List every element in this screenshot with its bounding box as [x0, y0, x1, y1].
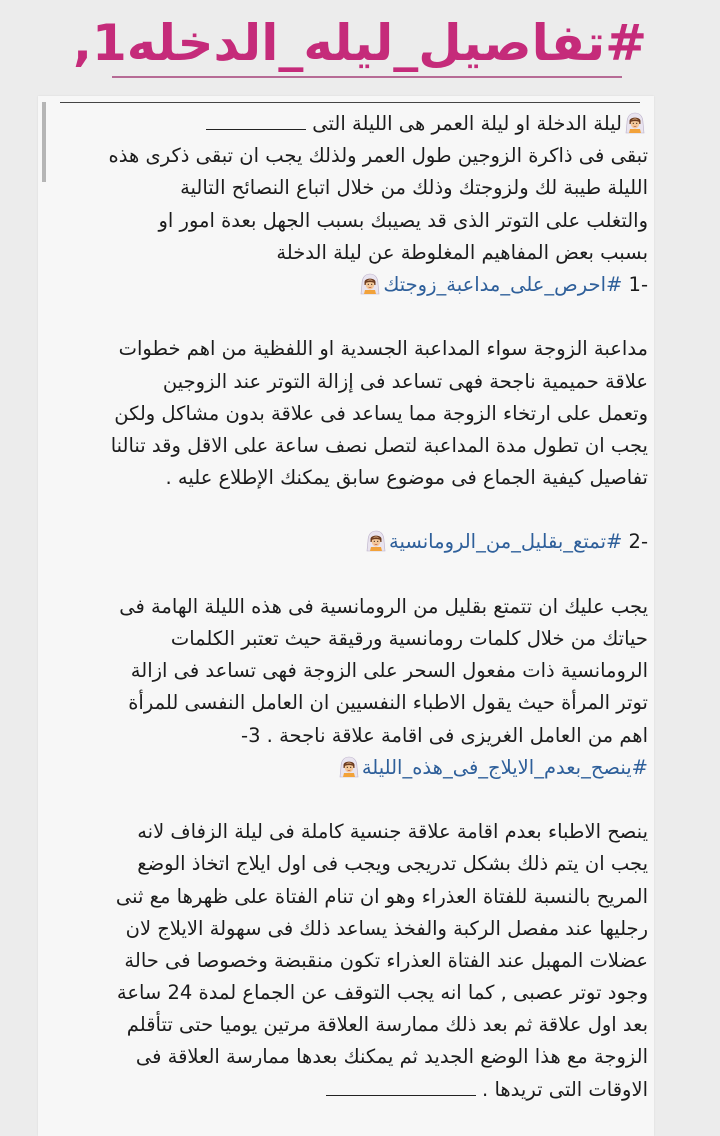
tip2-line: الرومانسية ذات مفعول السحر على الزوجة فهى تساعد فى ازالة	[130, 659, 648, 683]
tip3-line: وجود توتر عصبى , كما انه يجب التوقف عن الجماع لمدة 24 ساعة	[116, 981, 648, 1005]
blank-line	[326, 1094, 476, 1096]
spacer	[68, 784, 648, 816]
tip3-line: الاوقات التى تريدها .	[482, 1077, 648, 1101]
page-title: #تفاصيل_ليله_الدخله1,	[72, 14, 648, 72]
tip3-line: الزوجة مع هذا الوضع الجديد ثم يمكنك بعدها ممارسة العلاقة فى	[135, 1045, 648, 1069]
bride-emoji-icon	[625, 112, 645, 134]
bride-emoji-icon	[339, 756, 359, 778]
tip2-line: توتر المرأة حيث يقول الاطباء النفسيين ان العامل النفسى للمرأة	[128, 691, 648, 715]
intro-line-4: والتغلب على التوتر الذى قد يصيبك بسبب الجهل بعدة امور او	[158, 208, 648, 232]
tip3-line: ينصح الاطباء بعدم اقامة علاقة جنسية كاملة فى ليلة الزفاف لانه	[137, 820, 648, 844]
tip1-heading	[68, 269, 648, 301]
tip2-line: حياتك من خلال كلمات رومانسية ورقيقة حيث تعتبر الكلمات	[170, 627, 648, 650]
intro-line-2: تبقى فى ذاكرة الزوجين طول العمر ولذلك يجب ان تبقى ذكرى هذه	[108, 144, 648, 168]
tip2-hashtag-link[interactable]: #تمتع_بقليل_من_الرومانسية	[389, 530, 623, 554]
title-underline	[112, 76, 622, 78]
tip3-last-line	[68, 1074, 648, 1106]
tip1-line: وتعمل على ارتخاء الزوجة مما يساعد فى علاقة بدون مشاكل ولكن	[114, 401, 648, 425]
intro-line-3: الليلة طيبة لك ولزوجتك وذلك من خلال اتباع النصائح التالية	[180, 176, 648, 200]
tip3-line: بعد اول علاقة ثم بعد ذلك ممارسة العلاقة مرتين يوميا حتى تتأقلم	[126, 1013, 648, 1037]
tip1-number: 1-	[628, 272, 648, 296]
tip3-line: المريح بالنسبة للفتاة العذراء وهو ان تنام الفتاة على ظهرها مع ثنى	[115, 884, 648, 908]
post-card	[38, 96, 654, 1136]
spacer	[68, 494, 648, 526]
blank-line	[206, 128, 306, 130]
tip3-line: عضلات المهبل عند الفتاة العذراء تكون منقبضة وخصوصا فى حالة	[124, 948, 648, 972]
tip3-line: رجليها عند مفصل الركبة والفخذ يساعد ذلك فى سهولة الايلاج لان	[125, 916, 648, 940]
post-body	[68, 108, 648, 1106]
tip1-line: علاقة حميمية ناجحة فهى تساعد فى إزالة التوتر عند الزوجين	[162, 369, 648, 393]
intro-line-1	[68, 108, 648, 140]
spacer	[68, 301, 648, 333]
spacer	[68, 559, 648, 591]
quote-bar	[42, 102, 46, 182]
bride-emoji-icon	[360, 273, 380, 295]
tip1-line: مداعبة الزوجة سواء المداعبة الجسدية او اللفظية من اهم خطوات	[118, 337, 648, 361]
top-rule	[60, 102, 640, 103]
tip1-line: تفاصيل كيفية الجماع فى موضوع سابق يمكنك الإطلاع عليه .	[165, 466, 648, 490]
tip2-number: 2-	[628, 530, 648, 554]
tip2-line: اهم من العامل الغريزى فى اقامة علاقة ناجحة . 3-	[241, 723, 648, 747]
tip2-heading	[68, 526, 648, 558]
tip3-hashtag-link[interactable]: #ينصح_بعدم_الايلاج_فى_هذه_الليلة	[361, 755, 648, 779]
tip3-heading	[68, 752, 648, 784]
tip1-line: يجب ان تطول مدة المداعبة لتصل نصف ساعة على الاقل وقد تنالنا	[110, 433, 648, 457]
tip3-line: يجب ان يتم ذلك بشكل تدريجى ويجب فى اول ايلاج اتخاذ الوضع	[137, 852, 648, 876]
tip2-line: يجب عليك ان تتمتع بقليل من الرومانسية فى هذه الليلة الهامة فى	[119, 594, 648, 618]
tip1-hashtag-link[interactable]: #احرص_على_مداعبة_زوجتك	[383, 272, 623, 296]
bride-emoji-icon	[366, 530, 386, 552]
intro-text-1: ليلة الدخلة او ليلة العمر هى الليلة التى	[312, 112, 622, 135]
intro-line-5: بسبب بعض المفاهيم المغلوطة عن ليلة الدخلة	[276, 240, 648, 264]
